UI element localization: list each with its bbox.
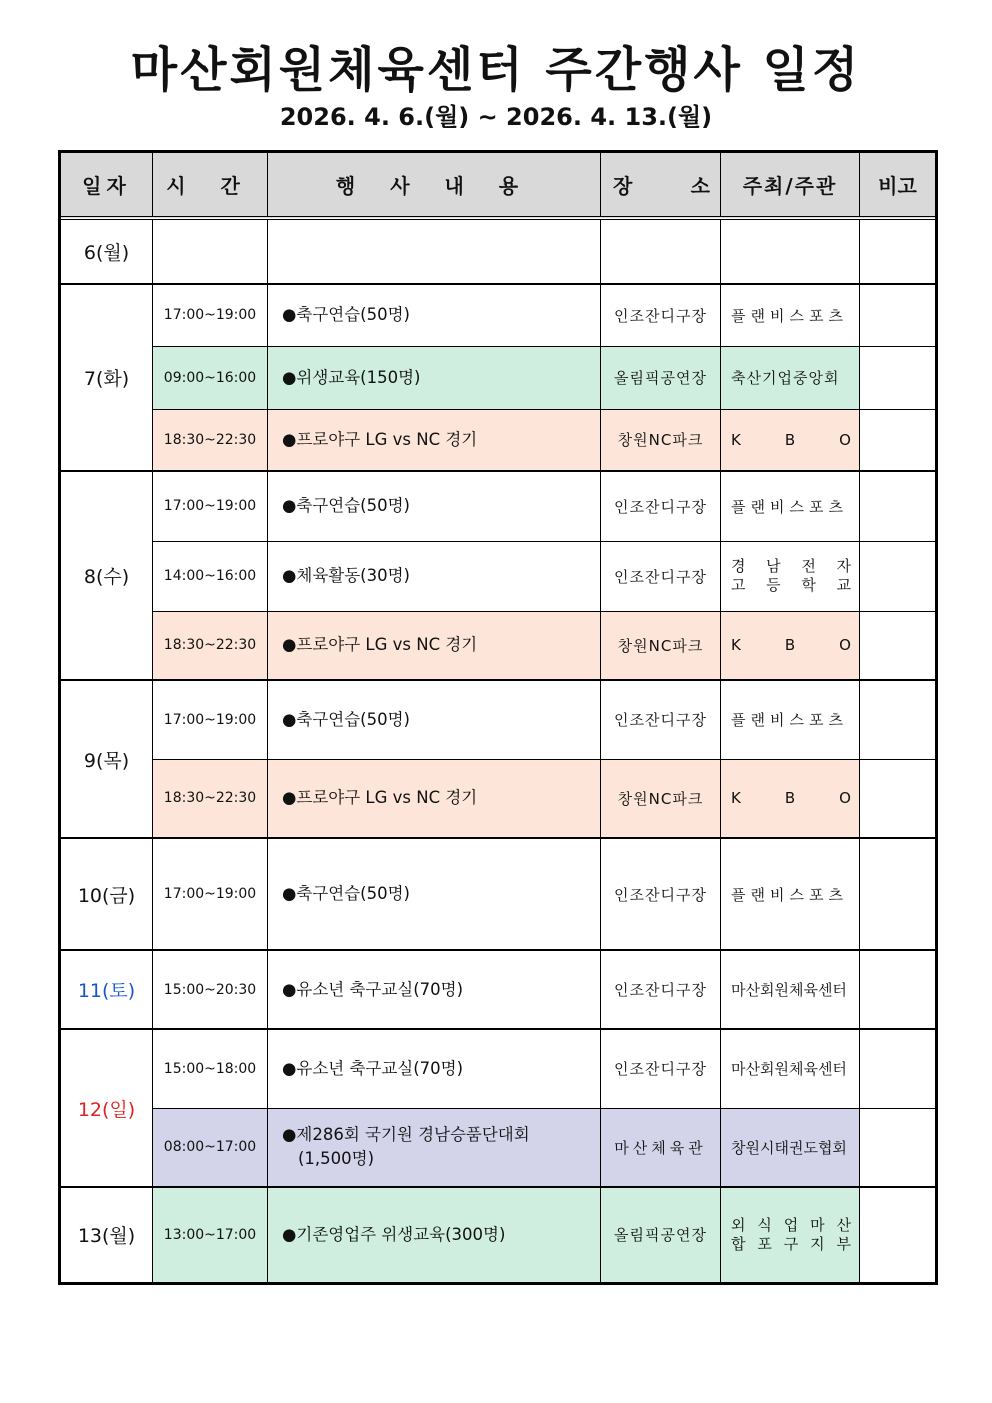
host-char: 구 bbox=[783, 1234, 799, 1253]
venue-cell: 인조잔디구장 bbox=[601, 680, 721, 759]
header-time: 시 간 bbox=[153, 153, 268, 219]
venue-cell: 인조잔디구장 bbox=[601, 950, 721, 1029]
table-row bbox=[61, 950, 936, 1029]
host-char: 학 bbox=[801, 576, 816, 594]
note-cell bbox=[860, 1187, 936, 1282]
host-cell: 마산회원체육센터 bbox=[721, 950, 860, 1029]
table-row bbox=[61, 1029, 936, 1108]
header-host: 주최/주관 bbox=[721, 153, 860, 219]
time-cell: 17:00~19:00 bbox=[153, 284, 268, 346]
host-letter: K bbox=[731, 636, 741, 655]
event-cell: ●축구연습(50명) bbox=[268, 838, 601, 950]
note-cell bbox=[860, 346, 936, 409]
time-cell: 17:00~19:00 bbox=[153, 838, 268, 950]
venue-cell: 창원NC파크 bbox=[601, 409, 721, 471]
host-letter: K bbox=[731, 789, 741, 808]
venue-cell: 인조잔디구장 bbox=[601, 838, 721, 950]
host-cell: 창원시태권도협회 bbox=[721, 1108, 860, 1187]
note-cell bbox=[860, 950, 936, 1029]
note-cell bbox=[860, 409, 936, 471]
host-char: 경 bbox=[731, 557, 746, 575]
event-cell: ●기존영업주 위생교육(300명) bbox=[268, 1187, 601, 1282]
table-row bbox=[61, 838, 936, 950]
event-line: (1,500명) bbox=[298, 1149, 375, 1169]
header-date: 일자 bbox=[61, 153, 153, 219]
time-cell: 17:00~19:00 bbox=[153, 471, 268, 541]
schedule-table bbox=[60, 152, 936, 1283]
note-cell bbox=[860, 680, 936, 759]
event-cell: ●프로야구 LG vs NC 경기 bbox=[268, 611, 601, 680]
table-row bbox=[61, 1187, 936, 1282]
date-cell-saturday: 11(토) bbox=[61, 950, 153, 1029]
time-cell: 18:30~22:30 bbox=[153, 409, 268, 471]
venue-cell bbox=[601, 218, 721, 284]
host-char: 전 bbox=[801, 557, 816, 575]
host-letter: B bbox=[784, 789, 796, 808]
host-char: 고 bbox=[731, 576, 746, 594]
header-event: 행 사 내 용 bbox=[268, 153, 601, 219]
host-letter: O bbox=[839, 789, 851, 808]
day-row-6 bbox=[61, 218, 936, 284]
venue-cell: 마산체육관 bbox=[601, 1108, 721, 1187]
host-char: 합 bbox=[731, 1234, 746, 1253]
host-char: 등 bbox=[766, 576, 781, 594]
host-char: 남 bbox=[766, 557, 781, 575]
event-cell: ●축구연습(50명) bbox=[268, 471, 601, 541]
venue-cell: 인조잔디구장 bbox=[601, 1029, 721, 1108]
table-row bbox=[61, 680, 936, 759]
event-cell bbox=[268, 218, 601, 284]
event-cell: ●프로야구 LG vs NC 경기 bbox=[268, 409, 601, 471]
date-range: 2026. 4. 6.(월) ~ 2026. 4. 13.(월) bbox=[279, 103, 713, 131]
host-cell bbox=[721, 759, 860, 838]
host-char: 교 bbox=[836, 576, 851, 594]
host-cell bbox=[721, 409, 860, 471]
table-row bbox=[61, 471, 936, 541]
date-cell: 9(목) bbox=[61, 680, 153, 838]
venue-cell: 인조잔디구장 bbox=[601, 284, 721, 346]
time-cell: 15:00~18:00 bbox=[153, 1029, 268, 1108]
host-char: 자 bbox=[836, 557, 851, 575]
page-title: 마산회원체육센터 주간행사 일정 bbox=[130, 42, 862, 98]
event-cell bbox=[268, 1108, 601, 1187]
note-cell bbox=[860, 284, 936, 346]
time-cell: 15:00~20:30 bbox=[153, 950, 268, 1029]
table-row bbox=[61, 611, 936, 680]
host-cell: 플랜비스포츠 bbox=[721, 680, 860, 759]
venue-cell: 인조잔디구장 bbox=[601, 541, 721, 611]
header-venue-a: 장 bbox=[613, 174, 633, 198]
time-cell: 14:00~16:00 bbox=[153, 541, 268, 611]
date-cell-sunday: 12(일) bbox=[61, 1029, 153, 1187]
host-cell: 플랜비스포츠 bbox=[721, 838, 860, 950]
venue-cell: 올림픽공연장 bbox=[601, 1187, 721, 1282]
note-cell bbox=[860, 1029, 936, 1108]
note-cell bbox=[860, 1108, 936, 1187]
header-row bbox=[61, 153, 936, 219]
date-cell: 7(화) bbox=[61, 284, 153, 471]
host-char: 부 bbox=[836, 1234, 851, 1253]
venue-cell: 올림픽공연장 bbox=[601, 346, 721, 409]
event-cell: ●유소년 축구교실(70명) bbox=[268, 1029, 601, 1108]
event-cell: ●체육활동(30명) bbox=[268, 541, 601, 611]
host-char: 외 bbox=[731, 1215, 746, 1234]
host-char: 산 bbox=[836, 1215, 851, 1234]
table-row bbox=[61, 346, 936, 409]
host-letter: O bbox=[839, 430, 851, 449]
time-cell: 08:00~17:00 bbox=[153, 1108, 268, 1187]
host-letter: O bbox=[839, 636, 851, 655]
note-cell bbox=[860, 759, 936, 838]
event-cell: ●축구연습(50명) bbox=[268, 284, 601, 346]
host-cell bbox=[721, 218, 860, 284]
time-cell: 09:00~16:00 bbox=[153, 346, 268, 409]
event-cell: ●유소년 축구교실(70명) bbox=[268, 950, 601, 1029]
note-cell bbox=[860, 541, 936, 611]
venue-cell: 인조잔디구장 bbox=[601, 471, 721, 541]
host-cell: 플랜비스포츠 bbox=[721, 471, 860, 541]
host-char: 지 bbox=[810, 1234, 825, 1253]
host-letter: B bbox=[784, 636, 796, 655]
host-char: 업 bbox=[783, 1215, 799, 1234]
date-cell: 8(수) bbox=[61, 471, 153, 680]
venue-cell: 창원NC파크 bbox=[601, 759, 721, 838]
host-cell: 축산기업중앙회 bbox=[721, 346, 860, 409]
note-cell bbox=[860, 471, 936, 541]
event-cell: ●위생교육(150명) bbox=[268, 346, 601, 409]
table-row bbox=[61, 541, 936, 611]
host-char: 마 bbox=[810, 1215, 825, 1234]
event-cell: ●축구연습(50명) bbox=[268, 680, 601, 759]
event-line: ●제286회 국기원 경남승품단대회 bbox=[282, 1125, 530, 1145]
date-cell: 10(금) bbox=[61, 838, 153, 950]
host-letter: K bbox=[731, 430, 741, 449]
table-row bbox=[61, 409, 936, 471]
header-venue-b: 소 bbox=[690, 174, 710, 198]
table-row bbox=[61, 759, 936, 838]
host-char: 포 bbox=[757, 1234, 772, 1253]
header-note: 비고 bbox=[860, 153, 936, 219]
host-cell bbox=[721, 1187, 860, 1282]
host-letter: B bbox=[784, 430, 796, 449]
time-cell: 18:30~22:30 bbox=[153, 759, 268, 838]
time-cell: 13:00~17:00 bbox=[153, 1187, 268, 1282]
time-cell: 17:00~19:00 bbox=[153, 680, 268, 759]
time-cell bbox=[153, 218, 268, 284]
venue-cell: 창원NC파크 bbox=[601, 611, 721, 680]
note-cell bbox=[860, 838, 936, 950]
note-cell bbox=[860, 218, 936, 284]
host-cell bbox=[721, 541, 860, 611]
host-cell bbox=[721, 611, 860, 680]
header-venue bbox=[601, 153, 721, 219]
host-cell: 플랜비스포츠 bbox=[721, 284, 860, 346]
time-cell: 18:30~22:30 bbox=[153, 611, 268, 680]
host-char: 식 bbox=[757, 1215, 772, 1234]
host-cell: 마산회원체육센터 bbox=[721, 1029, 860, 1108]
event-cell: ●프로야구 LG vs NC 경기 bbox=[268, 759, 601, 838]
date-cell: 13(월) bbox=[61, 1187, 153, 1282]
note-cell bbox=[860, 611, 936, 680]
table-row bbox=[61, 1108, 936, 1187]
date-cell: 6(월) bbox=[61, 218, 153, 284]
table-row bbox=[61, 284, 936, 346]
